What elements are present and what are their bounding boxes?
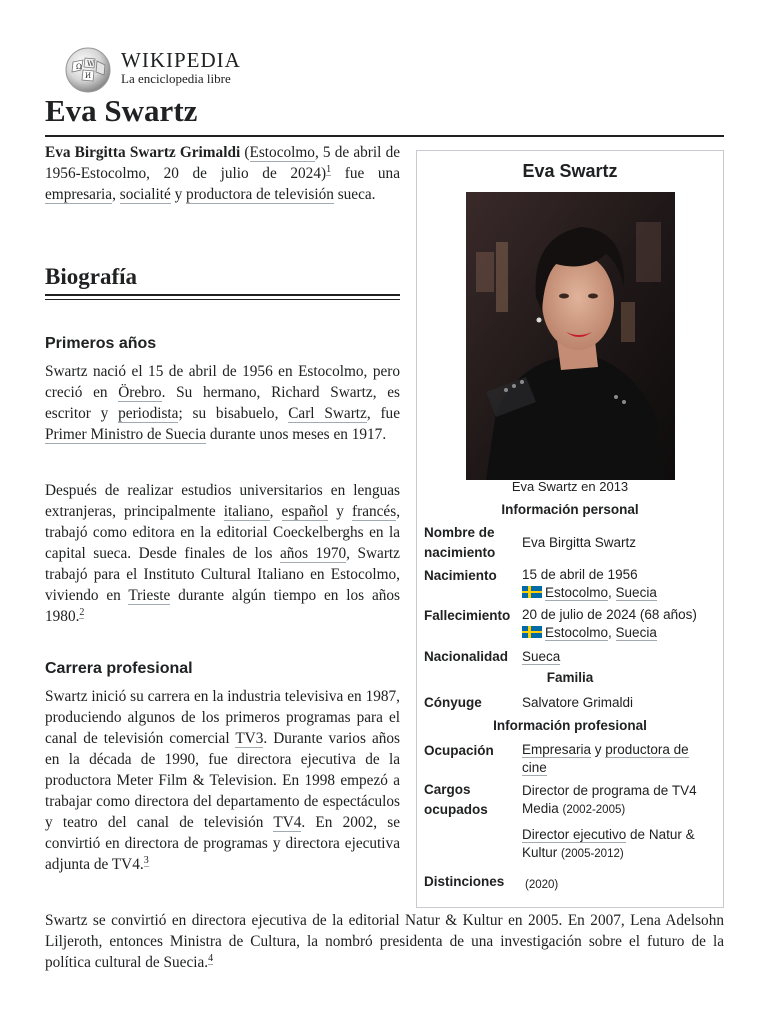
link-socialite[interactable]: socialité [119, 186, 171, 203]
link-tv4[interactable]: TV4 [273, 814, 302, 831]
link-trieste[interactable]: Trieste [128, 587, 171, 604]
text: Después de realizar estudios universitarios en lenguas extranjeras, principalmente [45, 482, 400, 520]
birth-date: 15 de abril de 1956 [522, 567, 638, 582]
infobox-title: Eva Swartz [522, 161, 618, 181]
link-empresaria[interactable]: empresaria [45, 186, 113, 203]
text: Swartz se convirtió en directora ejecutiva de la editorial Natur & Kultur en 2005. En 2007, Lena Adelsohn Liljeroth, entonces Ministra de Cultura, la nombró presidenta de una investigación sobre el futuro de la política cultural de Suecia. [45, 912, 724, 971]
wikipedia-wordmark: WIKIPEDIA [121, 48, 241, 72]
text: . En 2002, se convirtió en directora de programas y directora ejecutiva adjunta de TV4. [45, 814, 401, 873]
svg-text:И: И [85, 72, 92, 80]
reference-1[interactable]: 1 [326, 163, 332, 175]
label-nacimiento: Nacimiento [424, 568, 497, 583]
text: , fue [366, 405, 400, 422]
text: ; su bisabuelo, [178, 405, 289, 422]
text: y [328, 503, 353, 520]
link-productora-television[interactable]: productora de televisión [186, 186, 334, 203]
reference-3[interactable]: 3 [143, 854, 149, 866]
link-suecia-nacimiento[interactable]: Suecia [615, 585, 657, 600]
link-anos-1970[interactable]: años 1970 [279, 545, 347, 562]
intro-text-5: y [170, 186, 187, 203]
intro-text-3: fue una [331, 165, 400, 182]
section-heading-biografia: Biografía [45, 262, 400, 296]
paragraph-carrera-2 [45, 910, 724, 973]
link-suecia-fallecimiento[interactable]: Suecia [615, 625, 657, 640]
text: de Natur & Kultur [522, 827, 695, 860]
wikipedia-globe-logo[interactable] [64, 46, 112, 94]
value-cargo-2 [522, 826, 717, 863]
paragraph-carrera [45, 686, 400, 875]
link-periodista[interactable]: periodista [118, 405, 179, 422]
value-nombre-nacimiento: Eva Birgitta Swartz [522, 535, 637, 550]
paragraph-primeros-1 [45, 361, 400, 445]
sweden-flag-icon [522, 586, 542, 598]
label-cargos-ocupados: Cargos ocupados [424, 782, 488, 817]
section-informacion-profesional: Información profesional [493, 718, 647, 733]
section-familia: Familia [546, 670, 594, 685]
value-conyuge: Salvatore Grimaldi [522, 695, 634, 710]
page-title: Eva Swartz [45, 92, 724, 137]
link-estocolmo-nacimiento[interactable]: Estocolmo [545, 585, 609, 600]
wikipedia-tagline: La enciclopedia libre [121, 71, 231, 86]
reference-2[interactable]: 2 [79, 606, 85, 618]
link-frances[interactable]: francés [352, 503, 397, 520]
link-italiano[interactable]: italiano [223, 503, 270, 520]
label-nombre-nacimiento: Nombre de nacimiento [424, 525, 496, 560]
text: . Durante varios años en la década de 1990, fue directora ejecutiva de la productora Meter Film & Television. En 1998 empezó a trabajar como directora del departamento de espectáculos y teatro del canal de televisión [45, 730, 400, 831]
infobox [416, 150, 724, 908]
label-conyuge: Cónyuge [424, 695, 482, 710]
text: Swartz nació el 15 de abril de 1956 en Estocolmo, pero creció en [45, 363, 400, 401]
link-carl-swartz[interactable]: Carl Swartz [288, 405, 367, 422]
svg-text:Ω: Ω [76, 63, 82, 71]
link-espanol[interactable]: español [281, 503, 329, 520]
subsection-heading-carrera: Carrera profesional [45, 660, 193, 677]
text: . Su hermano, Richard Swartz, es escritor y [45, 384, 400, 422]
text: , [269, 503, 282, 520]
label-fallecimiento: Fallecimiento [424, 608, 511, 623]
link-empresaria-infobox[interactable]: Empresaria [522, 742, 592, 757]
intro-text-2: , 5 de abril de 1956-Estocolmo, 20 de julio de 2024) [45, 144, 401, 182]
link-sueca[interactable]: Sueca [522, 649, 561, 664]
section-informacion-personal: Información personal [501, 502, 639, 517]
text: durante unos meses en 1917. [206, 426, 387, 443]
sweden-flag-icon [522, 626, 542, 638]
text: Director de programa de TV4 Media [522, 783, 697, 816]
label-distinciones: Distinciones [424, 874, 505, 889]
photo-caption: Eva Swartz en 2013 [511, 479, 629, 494]
value-ocupacion [522, 741, 717, 777]
paragraph-primeros-2 [45, 480, 400, 627]
link-estocolmo-fallecimiento[interactable]: Estocolmo [545, 625, 609, 640]
intro-paragraph [45, 142, 400, 205]
value-distinciones: (2020) [525, 879, 559, 891]
link-productora-cine[interactable]: productora de cine [522, 742, 689, 775]
subject-full-name: Eva Birgitta Swartz Grimaldi [45, 144, 241, 161]
death-date: 20 de julio de 2024 (68 años) [522, 607, 697, 622]
reference-4[interactable]: 4 [208, 952, 214, 964]
link-director-ejecutivo[interactable]: Director ejecutivo [522, 827, 627, 842]
text: , trabajó como editora en la editorial Coeckelberghs en la capital sueca. Desde finales de los [45, 503, 401, 562]
text: durante algún tiempo en los años 1980. [45, 587, 400, 625]
link-tv3[interactable]: TV3 [235, 730, 264, 747]
link-primer-ministro[interactable]: Primer Ministro de Suecia [45, 426, 207, 443]
subsection-heading-primeros-anos: Primeros años [45, 335, 157, 352]
intro-text-6: sueca. [333, 186, 376, 203]
infobox-portrait-photo[interactable] [466, 192, 675, 480]
label-ocupacion: Ocupación [424, 743, 494, 758]
value-nacionalidad [522, 648, 717, 666]
intro-text-4: , [112, 186, 120, 203]
intro-text-1: ( [240, 144, 250, 161]
cargo-1-years: (2002-2005) [562, 804, 626, 816]
svg-text:W: W [87, 60, 95, 68]
value-nacimiento: 15 de abril de 1956 Estocolmo, Suecia [522, 566, 717, 602]
link-orebro[interactable]: Örebro [118, 384, 162, 401]
value-cargo-1 [522, 782, 717, 819]
value-fallecimiento: 20 de julio de 2024 (68 años) Estocolmo, Suecia [522, 606, 717, 642]
cargo-2-years: (2005-2012) [561, 848, 624, 860]
wordmark[interactable] [121, 49, 241, 87]
text: Swartz inició su carrera en la industria televisiva en 1987, produciendo algunos de los primeros programas para el canal de televisión comercial [45, 688, 400, 747]
link-estocolmo[interactable]: Estocolmo [249, 144, 315, 161]
label-nacionalidad: Nacionalidad [424, 649, 509, 664]
text: , Swartz trabajó para el Instituto Cultural Italiano en Estocolmo, viviendo en [45, 545, 400, 604]
text: y [591, 742, 606, 757]
